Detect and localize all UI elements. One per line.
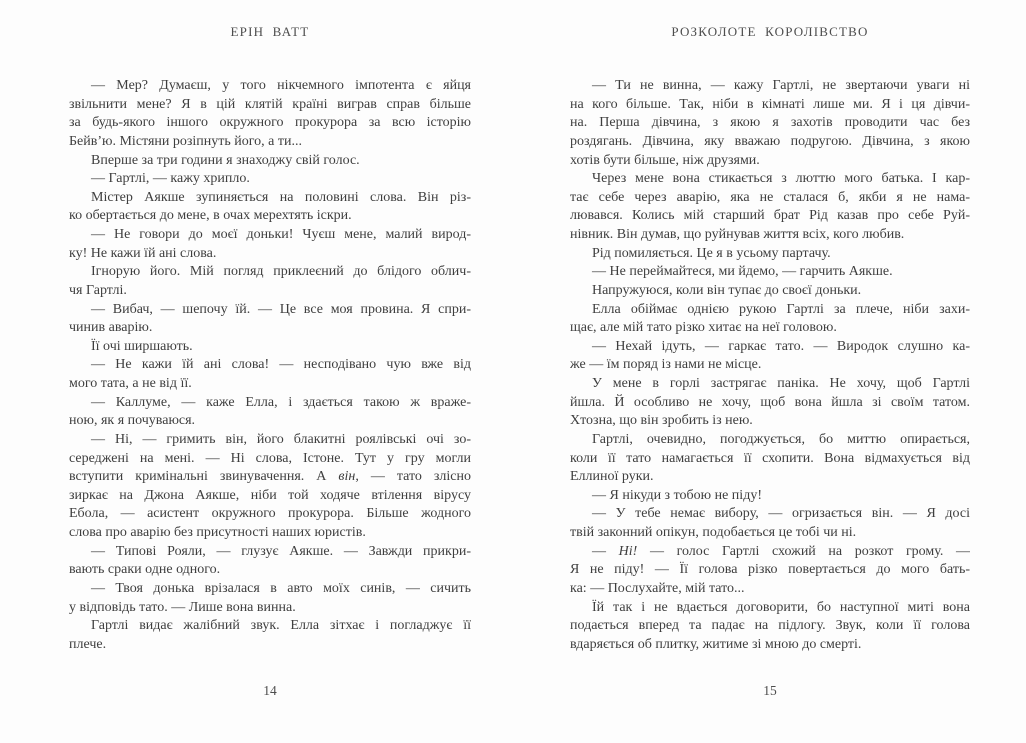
text-line: тає себе через аварію, яка не сталася б, якби я не нама-	[570, 189, 970, 205]
paragraph	[570, 505, 970, 542]
text-line: слова про аварію без присутності наших юристів.	[69, 525, 366, 540]
text-line: хотів бути більше, ніж друзями.	[570, 152, 760, 168]
text-line: щає, але мій тато різко хитає на неї головою.	[570, 320, 837, 336]
text-line: Ебола, — асистент окружного прокурора. Більше жодного	[69, 506, 471, 522]
text-line: — Вибач, — шепочу їй. — Це все моя провина. Я спри-	[91, 301, 471, 317]
paragraph	[69, 431, 471, 543]
paragraph	[69, 189, 471, 226]
text-line: Бейв’ю. Містяни розіпнуть його, а ти...	[69, 133, 303, 149]
paragraph	[69, 356, 471, 393]
text-line: — Твоя донька врізалася в авто моїх синів, — сичить	[91, 580, 471, 596]
text-line: — У тебе немає вибору, — огризається він. — Я досі	[592, 506, 970, 522]
text-line: роздягань. Дівчина, яку вважаю подругою. Дівчина, з якою	[570, 133, 970, 149]
text-line: же — їм поряд із нами не місце.	[570, 357, 762, 373]
paragraph	[69, 580, 471, 617]
text-line: вають сраки одне одного.	[69, 562, 221, 578]
text-line: Містер Аякше зупиняється на половині слова. Він різ-	[91, 189, 471, 205]
text-line: йшла. Й особливо не хочу, щоб вона йшла зі своїм татом.	[570, 394, 970, 410]
text-line: зиркає на Джона Аякше, ніби той ходяче втілення вірусу	[69, 487, 471, 503]
paragraph	[69, 77, 471, 152]
text-line: на кого більше. Так, ніби в кімнаті лише ми. Я і ця дівчи-	[570, 96, 970, 112]
paragraph	[570, 245, 970, 264]
text-line: — Нехай ідуть, — гаркає тато. — Виродок слушно ка-	[592, 338, 970, 354]
text-line: — Не кажи їй ані слова! — несподівано чую вже від	[91, 357, 471, 373]
text-line: — Ні, — гримить він, його блакитні роялівські очі зо-	[91, 431, 471, 447]
text-line: — Не говори до моєї доньки! Чуєш мене, малий вирод-	[91, 227, 471, 242]
text-line: твій законний опікун, подобається це тобі чи ні.	[570, 525, 857, 540]
paragraph	[570, 375, 970, 431]
paragraph	[69, 617, 471, 654]
text-line: Їй так і не вдається договорити, бо наступної миті вона	[592, 599, 970, 615]
paragraph	[69, 170, 471, 189]
running-header-author: ЕРІН ВАТТ	[230, 24, 310, 39]
text-line: — Гартлі, — кажу хрипло.	[91, 171, 250, 187]
paragraph	[570, 431, 970, 487]
text-line: ку! Не кажи їй ані слова.	[69, 245, 217, 261]
text-line: Я не піду! — Її голова різко повертається до мого бать-	[570, 562, 970, 578]
text-line: Її очі ширшають.	[91, 338, 193, 354]
paragraph	[69, 543, 471, 580]
text-line: за будь-якого іншого окружного прокурора за всю історію	[69, 115, 471, 131]
paragraph	[570, 282, 970, 301]
text-line: подається вперед та падає на підлогу. Звук, коли її голова	[570, 618, 970, 634]
text-line: вступити кримінальні звинувачення. А він, — тато злісно	[69, 469, 471, 485]
paragraph	[69, 394, 471, 431]
text-line: нівник. Він думав, що руйнував життя всіх, кого любив.	[570, 227, 905, 242]
text-line: Напружуюся, коли він тупає до своєї доньки.	[592, 282, 862, 298]
text-line: — Я нікуди з тобою не піду!	[592, 487, 762, 503]
text-line: — Не переймайтеся, ми йдемо, — гарчить Аякше.	[592, 264, 893, 280]
paragraph	[69, 263, 471, 300]
text-line: Хтозна, що він зробить із нею.	[570, 413, 753, 429]
text-line: на. Перша дівчина, з якою я захотів проводити час без	[570, 115, 970, 131]
text-line: мого тата, а не від її.	[69, 376, 192, 391]
paragraph	[69, 338, 471, 357]
page-number-right: 15	[763, 683, 777, 698]
text-line: ка: — Послухайте, мій тато...	[570, 580, 745, 596]
text-line: ко обертається до мене, в очах мерехтять іскри.	[69, 208, 352, 224]
text-line: Вперше за три години я знаходжу свій голос.	[91, 152, 360, 168]
text-line: Рід помиляється. Це я в усьому партачу.	[592, 245, 831, 261]
running-header-title: РОЗКОЛОТЕ КОРОЛІВСТВО	[671, 24, 869, 39]
page-right	[570, 0, 970, 743]
text-line: чя Гартлі.	[69, 282, 127, 298]
text-line: плече.	[69, 636, 107, 652]
text-line: — Мер? Думаєш, у того нікчемного імпотента є яйця	[91, 78, 471, 93]
paragraph	[570, 170, 970, 245]
text-line: Елла обіймає однією рукою Гартлі за плече, ніби захи-	[592, 301, 970, 317]
page-number-left: 14	[263, 683, 277, 698]
text-line: — Ні! — голос Гартлі схожий на розкот грому. —	[592, 543, 970, 559]
text-line: Еллиної руки.	[570, 469, 654, 485]
text-line: У мене в горлі застрягає паніка. Не хочу, щоб Гартлі	[592, 376, 970, 391]
text-line: Гартлі видає жалібний звук. Елла зітхає і погладжує її	[91, 618, 471, 634]
text-line: — Типові Рояли, — глузує Аякше. — Завжди прикри-	[91, 543, 471, 559]
text-line: Гартлі, очевидно, погоджується, бо миттю опирається,	[592, 431, 970, 447]
text-line: коли її тато намагається її схопити. Вона відмахується від	[570, 450, 970, 466]
text-line: — Ти не винна, — кажу Гартлі, не звертаючи уваги ні	[592, 78, 970, 93]
text-line: чинив аварію.	[69, 320, 153, 336]
text-line: ною, як я почуваюся.	[69, 413, 196, 429]
page-body-right	[570, 77, 970, 654]
paragraph	[570, 263, 970, 282]
paragraph	[570, 487, 970, 506]
paragraph	[570, 599, 970, 655]
paragraph	[570, 77, 970, 170]
paragraph	[69, 301, 471, 338]
page-body-left	[69, 77, 471, 654]
text-line: — Каллуме, — каже Елла, і здається такою ж враже-	[91, 394, 471, 410]
text-line: у відповідь тато. — Лише вона винна.	[69, 599, 296, 615]
text-line: вдаряється об плитку, житиме зі мною до смерті.	[570, 636, 862, 652]
text-line: Через мене вона стикається з люттю мого батька. І кар-	[592, 171, 970, 187]
paragraph	[570, 543, 970, 599]
paragraph	[570, 301, 970, 338]
text-line: Ігнорую його. Мій погляд приклеєний до блідого облич-	[91, 264, 471, 280]
text-line: звільнити мене? Я в цій клятій країні виграв справ більше	[69, 96, 471, 112]
paragraph	[570, 338, 970, 375]
paragraph	[69, 226, 471, 263]
paragraph	[69, 152, 471, 171]
page-left	[69, 0, 471, 743]
text-line: середжені на мені. — Ні слова, Істоне. Тут у гру могли	[69, 450, 471, 466]
text-line: лювався. Колись мій старший брат Рід казав про себе Руй-	[570, 208, 970, 224]
